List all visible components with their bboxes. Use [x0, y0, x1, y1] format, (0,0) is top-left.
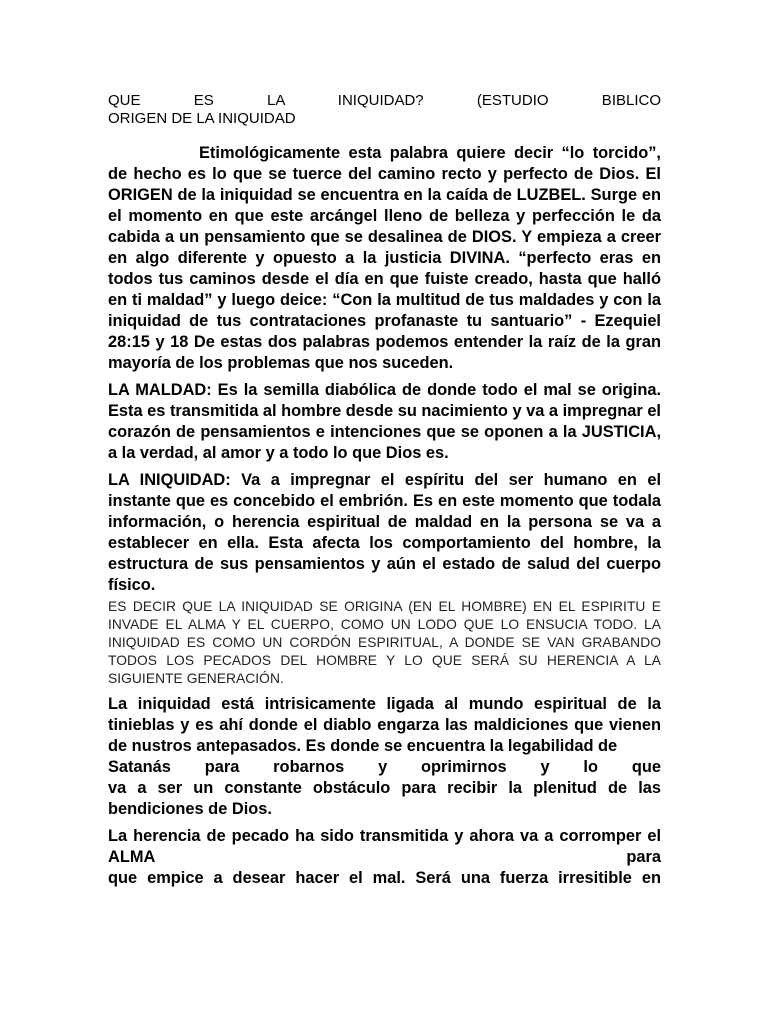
document-body	[108, 92, 661, 895]
paragraph-satanas	[108, 694, 661, 820]
heading-line-1: QUE ES LA INIQUIDAD? (ESTUDIO BIBLICO	[108, 92, 661, 109]
heading-line-2: ORIGEN DE LA INIQUIDAD	[108, 110, 296, 127]
paragraph-herencia-part-2: que empice a desear hacer el mal. Será una fuerza irresitible en	[108, 869, 661, 887]
paragraph-satanas-justified-line: Satanás para robarnos y oprimirnos y lo que	[108, 758, 661, 776]
paragraph-herencia-justified-line: ALMA para	[108, 848, 661, 866]
paragraph-satanas-part-2: va a ser un constante obstáculo para recibir la plenitud de las bendiciones de Dios.	[108, 779, 661, 818]
paragraph-etimologia: Etimológicamente esta palabra quiere decir “lo torcido”, de hecho es lo que se tuerce del camino recto y perfecto de Dios. El ORIGEN de la iniquidad se encuentra en la caída de LUZBEL. Surge en el momento en que este arcángel lleno de belleza y perfección le da cabida a un pensamiento que se desalinea de DIOS. Y empieza a creer en algo diferente y opuesto a la justicia DIVINA. “perfecto eras en todos tus caminos desde el día en que fuiste creado, hasta que halló en ti maldad” y luego deice: “Con la multitud de tus maldades y con la iniquidad de tus contrataciones profanaste tu santuario” - Ezequiel 28:15 y 18 De estas dos palabras podemos entender la raíz de la gran mayoría de los problemas que nos suceden.	[108, 144, 661, 372]
paragraph-iniquidad: LA INIQUIDAD: Va a impregnar el espíritu del ser humano en el instante que es concebido el embrión. Es en este momento que todala información, o herencia espiritual de maldad en la persona se va a establecer en ella. Esta afecta los comportamiento del hombre, la estructura de sus pensamientos y aún el estado de salud del cuerpo físico.	[108, 471, 661, 594]
paragraph-satanas-part-1: La iniquidad está intrisicamente ligada al mundo espiritual de la tinieblas y es ahí donde el diablo engarza las maldiciones que vienen de nustros antepasados. Es donde se encuentra la legabilidad de	[108, 695, 661, 755]
paragraph-herencia	[108, 826, 661, 889]
paragraph-maldad: LA MALDAD: Es la semilla diabólica de donde todo el mal se origina. Esta es transmitida al hombre desde su nacimiento y va a impregnar el corazón de pensamientos e intenciones que se oponen a la JUSTICIA, a la verdad, al amor y a todo lo que Dios es.	[108, 381, 661, 462]
paragraph-herencia-part-1: La herencia de pecado ha sido transmitida y ahora va a corromper el	[108, 827, 661, 845]
document-heading	[108, 92, 661, 128]
paragraph-caps-espiritu: ES DECIR QUE LA INIQUIDAD SE ORIGINA (EN EL HOMBRE) EN EL ESPIRITU E INVADE EL ALMA Y EL CUERPO, COMO UN LODO QUE LO ENSUCIA TODO. LA INIQUIDAD ES COMO UN CORDÓN ESPIRITUAL, A DONDE SE VAN GRABANDO TODOS LOS PECADOS DEL HOMBRE Y LO QUE SERÁ SU HERENCIA A LA SIGUIENTE GENERACIÓN.	[108, 599, 661, 686]
